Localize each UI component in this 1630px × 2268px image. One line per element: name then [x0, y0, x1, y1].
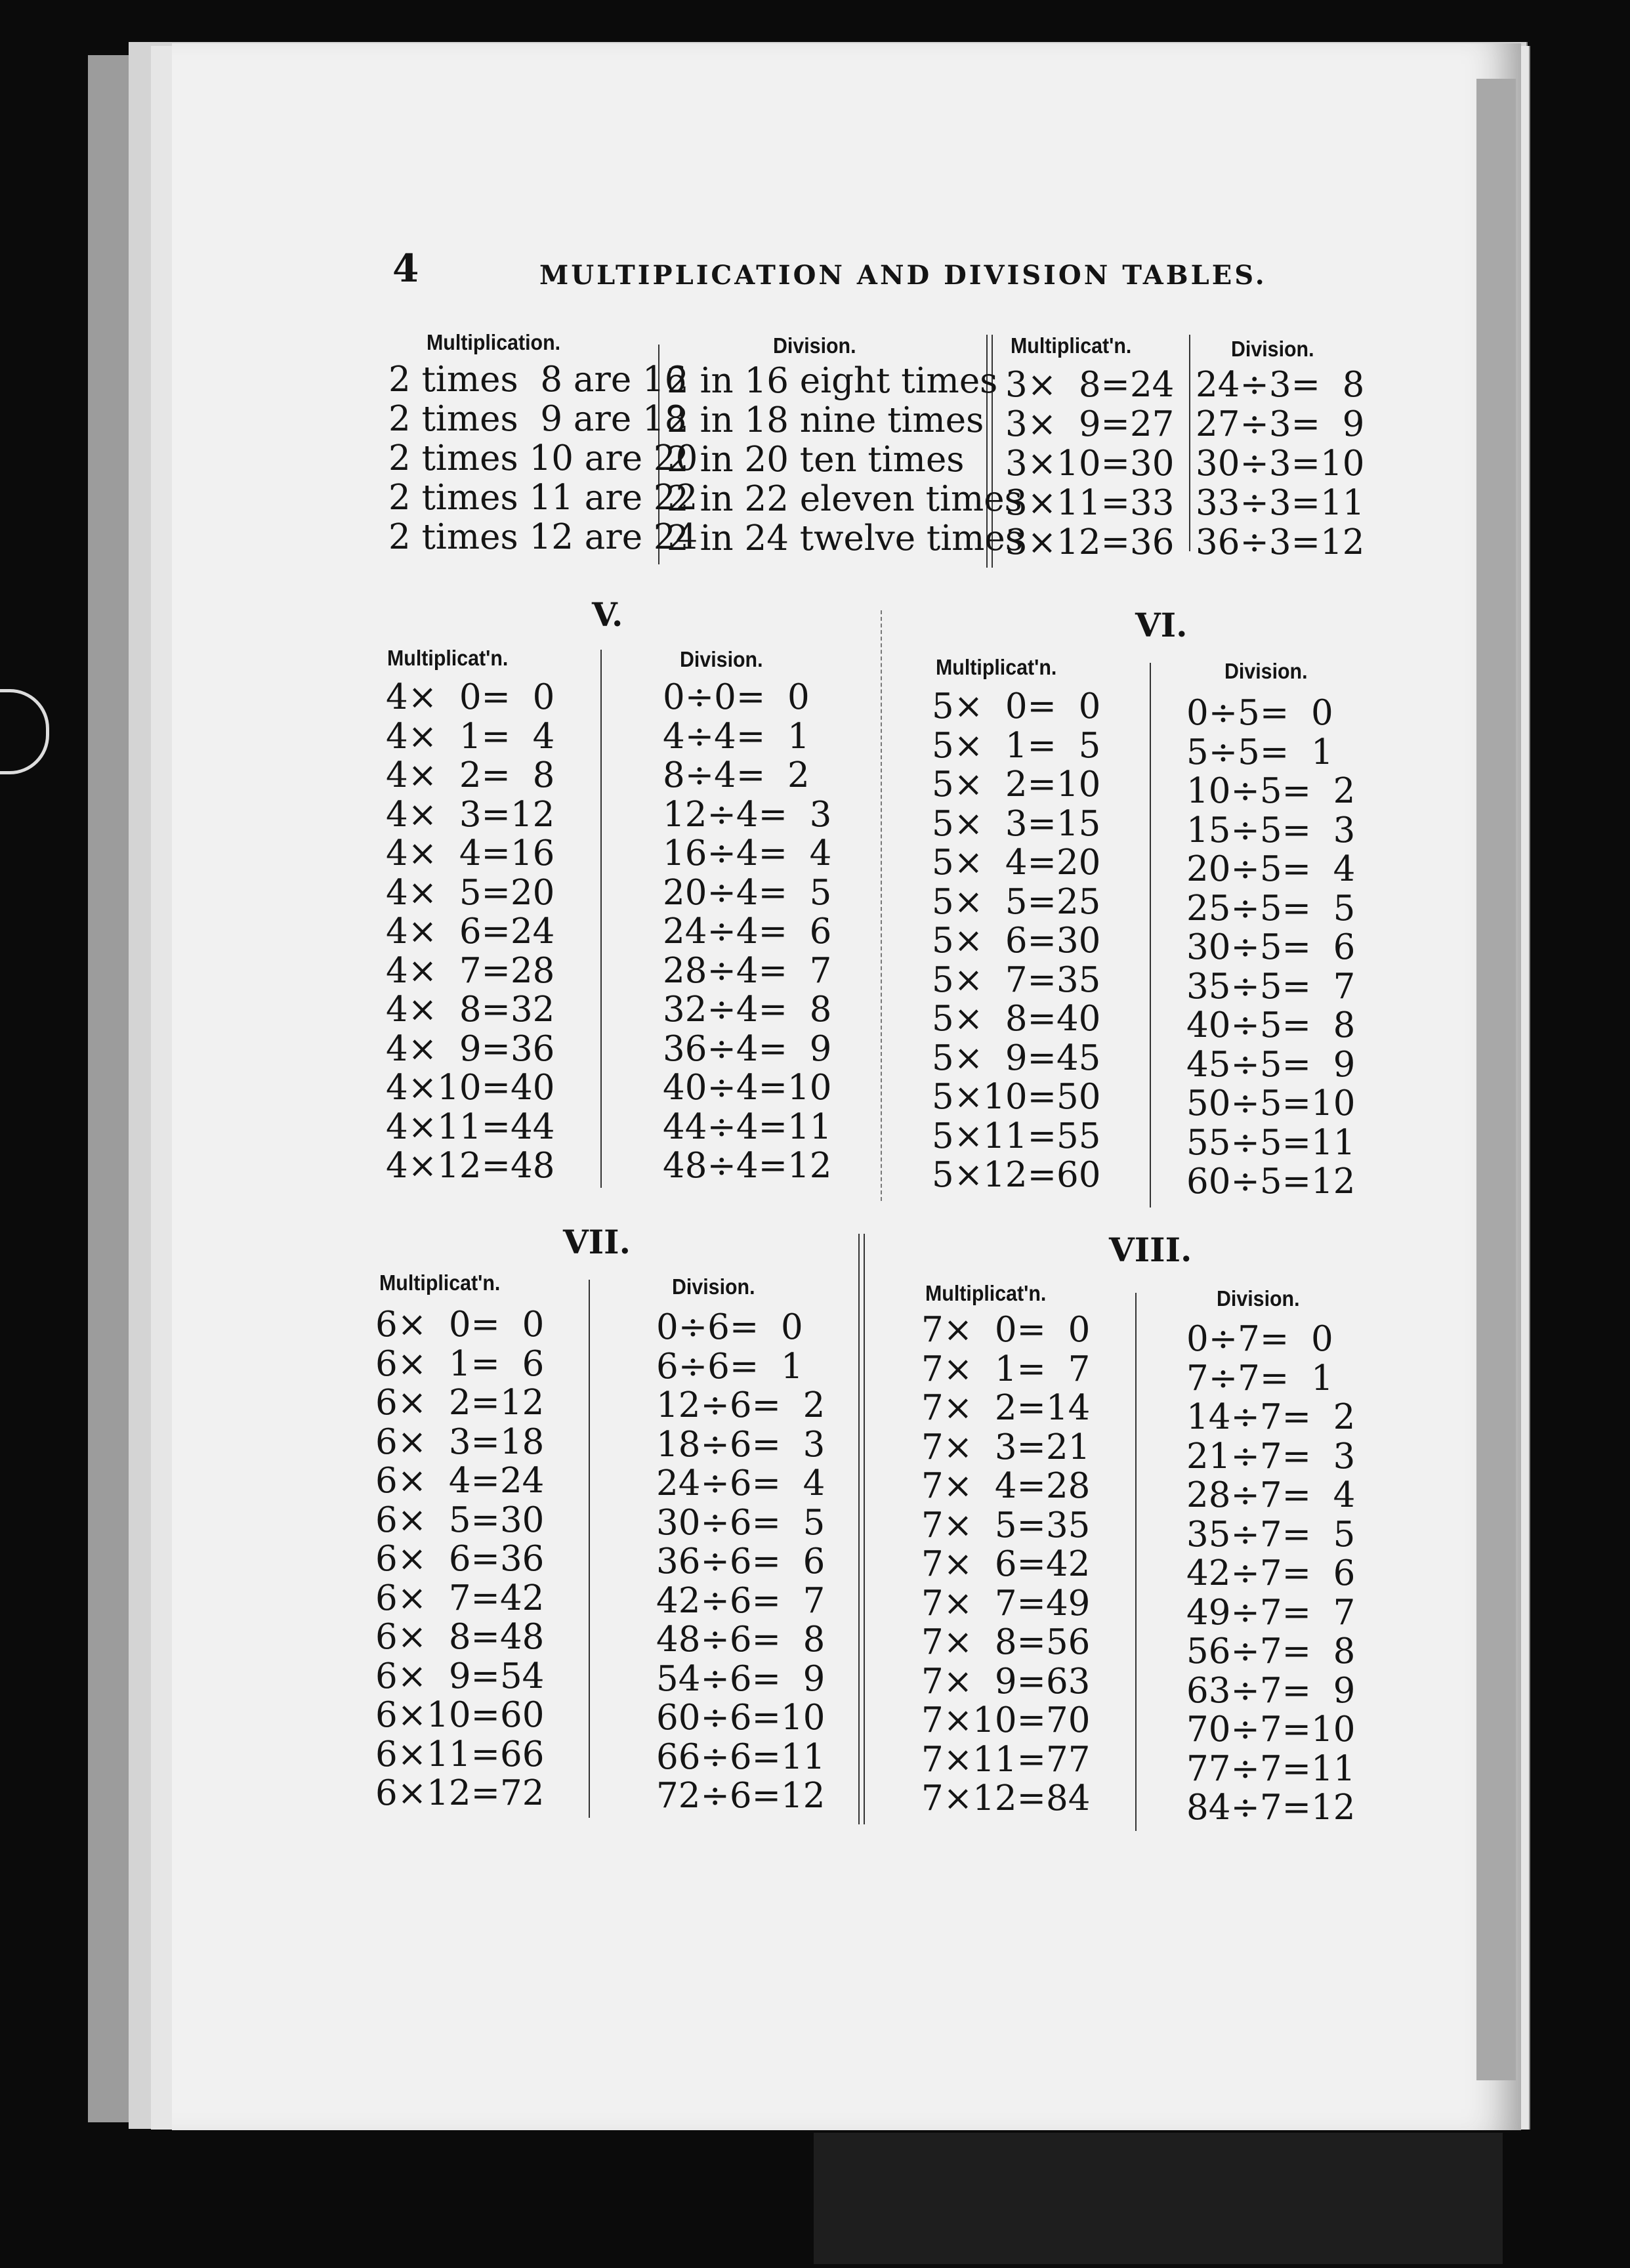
table-row-division: 48÷6= 8 — [656, 1620, 825, 1660]
table-row-multiplication: 5×10=50 — [932, 1077, 1101, 1117]
table-row-multiplication: 5× 4=20 — [932, 843, 1101, 883]
column-rule — [881, 610, 882, 1201]
table-row-division: 0÷6= 0 — [656, 1307, 803, 1347]
header-division: Division. — [1217, 1286, 1300, 1311]
table-row-division: 84÷7=12 — [1186, 1788, 1356, 1828]
table-row-multiplication: 4× 4=16 — [386, 833, 555, 873]
table-row-multiplication: 5× 6=30 — [932, 921, 1101, 961]
table-row-division: 15÷5= 3 — [1186, 810, 1356, 850]
table-row-division: 4÷4= 1 — [663, 716, 810, 757]
table-row-division: 10÷5= 2 — [1186, 771, 1356, 811]
table-row-multiplication: 4× 3=12 — [386, 794, 555, 835]
table-row-division: 35÷5= 7 — [1186, 966, 1356, 1007]
table-row-multiplication: 4×10=40 — [386, 1068, 555, 1108]
table-row-division: 45÷5= 9 — [1186, 1044, 1356, 1085]
table-row-multiplication: 7× 3=21 — [921, 1427, 1091, 1467]
table-row-division: 36÷4= 9 — [663, 1028, 832, 1069]
table-row-multiplication: 4× 5=20 — [386, 872, 555, 913]
column-rule — [589, 1280, 590, 1818]
header-multiplicatn: Multiplicat'n. — [379, 1270, 501, 1295]
table-row-multiplication: 5× 9=45 — [932, 1038, 1101, 1078]
table-row-division: 66÷6=11 — [656, 1736, 825, 1777]
table-row-division: 36÷3=12 — [1196, 522, 1365, 562]
table-row-division: 16÷4= 4 — [663, 833, 832, 873]
page-shadow — [1476, 79, 1516, 2080]
table-row-division: 24÷3= 8 — [1196, 365, 1365, 405]
table-row-multiplication: 6× 8=48 — [375, 1617, 545, 1657]
table-row-multiplication: 2 times 10 are 20 — [388, 438, 698, 478]
table-row-division: 28÷7= 4 — [1186, 1475, 1356, 1515]
table-row-division: 60÷6=10 — [656, 1698, 825, 1738]
table-row-division: 32÷4= 8 — [663, 990, 832, 1030]
table-row-multiplication: 4× 2= 8 — [386, 755, 555, 795]
table-row-division: 2 in 22 eleven times — [667, 479, 1022, 519]
table-row-multiplication: 5× 0= 0 — [932, 686, 1101, 726]
table-row-multiplication: 5× 2=10 — [932, 765, 1101, 805]
table-row-multiplication: 5× 3=15 — [932, 803, 1101, 844]
table-row-multiplication: 6× 7=42 — [375, 1578, 545, 1618]
table-numeral: V. — [592, 595, 623, 634]
table-row-multiplication: 4×12=48 — [386, 1146, 555, 1186]
table-row-multiplication: 6× 5=30 — [375, 1500, 545, 1540]
table-row-division: 14÷7= 2 — [1186, 1397, 1356, 1437]
column-rule-double — [858, 1234, 860, 1824]
table-row-multiplication: 7× 5=35 — [921, 1505, 1091, 1545]
table-numeral: VIII. — [1109, 1230, 1192, 1269]
table-row-multiplication: 7× 1= 7 — [921, 1349, 1091, 1389]
table-row-division: 25÷5= 5 — [1186, 888, 1356, 929]
table-row-multiplication: 4× 1= 4 — [386, 716, 555, 757]
table-row-division: 8÷4= 2 — [663, 755, 810, 795]
table-row-division: 28÷4= 7 — [663, 950, 832, 991]
table-row-division: 48÷4=12 — [663, 1146, 832, 1186]
table-row-division: 2 in 24 twelve times — [667, 518, 1023, 558]
page-number: 4 — [392, 246, 419, 291]
table-row-division: 55÷5=11 — [1186, 1122, 1356, 1163]
table-row-division: 50÷5=10 — [1186, 1083, 1356, 1124]
header-division: Division. — [680, 647, 763, 671]
table-row-division: 72÷6=12 — [656, 1776, 825, 1816]
table-row-multiplication: 5× 8=40 — [932, 999, 1101, 1039]
table-row-division: 33÷3=11 — [1196, 483, 1365, 523]
table-row-division: 42÷6= 7 — [656, 1580, 825, 1621]
table-row-multiplication: 4× 7=28 — [386, 950, 555, 991]
table-row-division: 35÷7= 5 — [1186, 1514, 1356, 1555]
table-row-multiplication: 6× 2=12 — [375, 1383, 545, 1423]
table-row-multiplication: 6× 6=36 — [375, 1539, 545, 1579]
table-row-multiplication: 4× 0= 0 — [386, 677, 555, 717]
table-row-multiplication: 5× 7=35 — [932, 959, 1101, 1000]
table-row-division: 36÷6= 6 — [656, 1542, 825, 1582]
table-row-division: 2 in 20 ten times — [667, 440, 965, 480]
table-row-division: 44÷4=11 — [663, 1106, 832, 1147]
table-row-multiplication: 7× 9=63 — [921, 1661, 1091, 1702]
table-row-multiplication: 2 times 11 are 22 — [388, 478, 698, 518]
table-row-multiplication: 3×11=33 — [1005, 483, 1175, 523]
table-row-division: 56÷7= 8 — [1186, 1631, 1356, 1671]
header-multiplicatn: Multiplicat'n. — [387, 646, 509, 670]
table-row-multiplication: 3× 8=24 — [1005, 365, 1175, 405]
table-row-multiplication: 7× 8=56 — [921, 1622, 1091, 1662]
table-row-multiplication: 7× 6=42 — [921, 1544, 1091, 1584]
table-numeral: VII. — [563, 1223, 631, 1261]
table-row-multiplication: 6×10=60 — [375, 1695, 545, 1735]
table-row-division: 30÷3=10 — [1196, 444, 1365, 484]
table-row-division: 12÷4= 3 — [663, 794, 832, 835]
table-row-division: 5÷5= 1 — [1186, 732, 1333, 772]
table-row-division: 18÷6= 3 — [656, 1424, 825, 1465]
table-row-division: 12÷6= 2 — [656, 1385, 825, 1425]
header-multiplicatn: Multiplicat'n. — [1011, 333, 1132, 358]
table-row-multiplication: 7× 2=14 — [921, 1388, 1091, 1428]
table-row-multiplication: 7×12=84 — [921, 1778, 1091, 1818]
column-rule — [1135, 1293, 1137, 1831]
table-row-division: 30÷5= 6 — [1186, 927, 1356, 967]
table-row-multiplication: 3× 9=27 — [1005, 404, 1175, 444]
table-row-multiplication: 2 times 8 are 16 — [388, 360, 687, 400]
header-division: Division. — [1224, 659, 1308, 683]
table-row-division: 63÷7= 9 — [1186, 1670, 1356, 1711]
table-row-multiplication: 5× 1= 5 — [932, 725, 1101, 766]
table-numeral: VI. — [1135, 606, 1188, 644]
table-row-multiplication: 5× 5=25 — [932, 881, 1101, 922]
table-row-multiplication: 7×10=70 — [921, 1700, 1091, 1740]
table-row-division: 0÷0= 0 — [663, 677, 810, 717]
table-row-multiplication: 4× 8=32 — [386, 990, 555, 1030]
table-row-division: 27÷3= 9 — [1196, 404, 1365, 444]
table-row-multiplication: 6× 4=24 — [375, 1461, 545, 1501]
table-row-division: 21÷7= 3 — [1186, 1436, 1356, 1477]
table-row-division: 6÷6= 1 — [656, 1346, 803, 1387]
table-row-division: 0÷7= 0 — [1186, 1319, 1333, 1359]
header-division: Division. — [1231, 337, 1314, 361]
column-rule — [1150, 663, 1151, 1208]
table-row-division: 0÷5= 0 — [1186, 693, 1333, 733]
table-row-multiplication: 4× 9=36 — [386, 1028, 555, 1069]
table-row-division: 24÷6= 4 — [656, 1463, 825, 1503]
table-row-multiplication: 6× 9=54 — [375, 1656, 545, 1696]
table-row-division: 60÷5=12 — [1186, 1162, 1356, 1202]
table-row-multiplication: 2 times 9 are 18 — [388, 399, 687, 439]
table-row-multiplication: 6×12=72 — [375, 1773, 545, 1813]
table-row-multiplication: 3×10=30 — [1005, 444, 1175, 484]
table-row-multiplication: 7× 7=49 — [921, 1583, 1091, 1624]
scan-mark — [0, 689, 49, 774]
running-head: MULTIPLICATION AND DIVISION TABLES. — [539, 260, 1267, 291]
table-row-division: 30÷6= 5 — [656, 1502, 825, 1543]
table-row-multiplication: 7× 0= 0 — [921, 1310, 1091, 1350]
table-row-division: 24÷4= 6 — [663, 912, 832, 952]
table-row-multiplication: 4×11=44 — [386, 1106, 555, 1147]
table-row-multiplication: 6× 1= 6 — [375, 1343, 545, 1384]
table-row-multiplication: 3×12=36 — [1005, 522, 1175, 562]
table-row-division: 2 in 18 nine times — [667, 400, 984, 440]
header-multiplicatn: Multiplicat'n. — [925, 1281, 1047, 1305]
table-row-multiplication: 5×11=55 — [932, 1116, 1101, 1156]
table-row-division: 7÷7= 1 — [1186, 1358, 1333, 1398]
table-row-division: 2 in 16 eight times — [667, 361, 998, 401]
table-row-multiplication: 6×11=66 — [375, 1734, 545, 1774]
scan-strip — [814, 2133, 1503, 2264]
table-row-division: 77÷7=11 — [1186, 1748, 1356, 1789]
table-row-multiplication: 4× 6=24 — [386, 912, 555, 952]
table-row-division: 42÷7= 6 — [1186, 1553, 1356, 1593]
table-row-division: 54÷6= 9 — [656, 1658, 825, 1699]
column-rule — [600, 650, 602, 1188]
table-row-division: 40÷4=10 — [663, 1068, 832, 1108]
table-row-division: 20÷5= 4 — [1186, 849, 1356, 889]
header-multiplicatn: Multiplicat'n. — [936, 655, 1057, 679]
table-row-multiplication: 6× 0= 0 — [375, 1305, 545, 1345]
header-division: Division. — [672, 1274, 755, 1299]
table-row-multiplication: 7× 4=28 — [921, 1466, 1091, 1506]
table-row-division: 40÷5= 8 — [1186, 1005, 1356, 1045]
header-division: Division. — [773, 333, 856, 358]
table-row-multiplication: 6× 3=18 — [375, 1421, 545, 1462]
table-row-division: 70÷7=10 — [1186, 1710, 1356, 1750]
table-row-multiplication: 7×11=77 — [921, 1739, 1091, 1780]
table-row-division: 49÷7= 7 — [1186, 1592, 1356, 1633]
column-rule — [1189, 335, 1190, 551]
table-row-multiplication: 2 times 12 are 24 — [388, 517, 698, 557]
table-row-multiplication: 5×12=60 — [932, 1155, 1101, 1195]
table-row-division: 20÷4= 5 — [663, 872, 832, 913]
header-multiplication: Multiplication. — [427, 330, 561, 354]
